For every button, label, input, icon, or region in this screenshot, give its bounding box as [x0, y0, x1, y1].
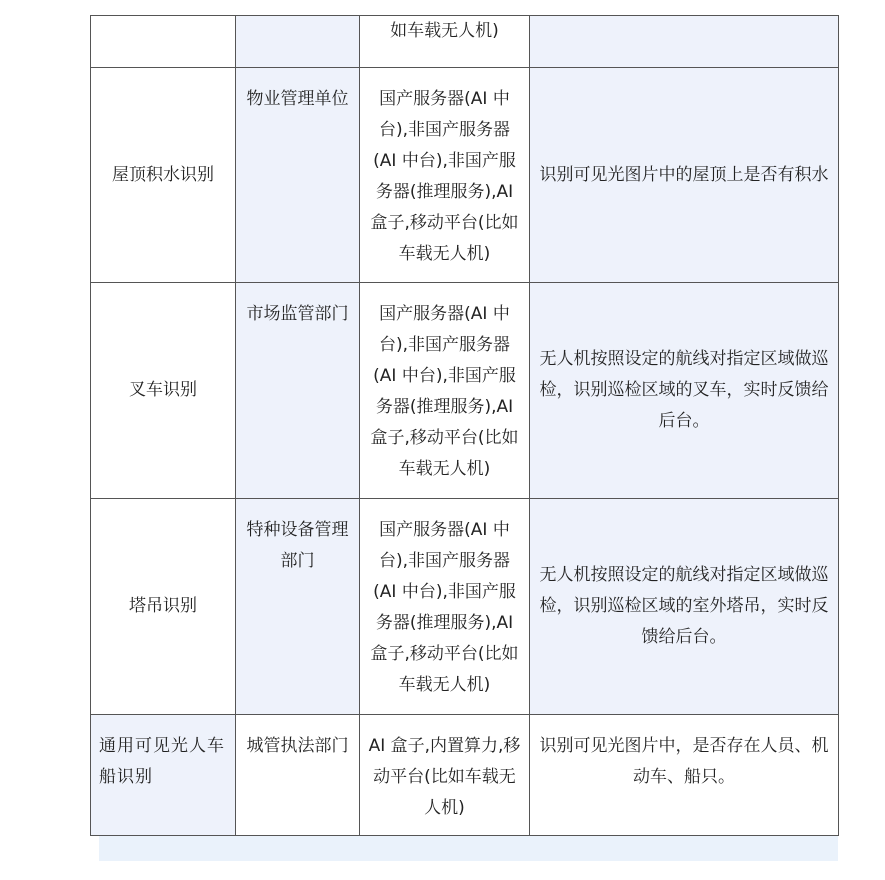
cell-deploy: 国产服务器(AI 中台),非国产服务器(AI 中台),非国产服务器(推理服务),AI 盒子,移动平台(比如车载无人机): [360, 283, 530, 499]
cell-unit: 市场监管部门: [236, 283, 360, 499]
cell-deploy: 国产服务器(AI 中台),非国产服务器(AI 中台),非国产服务器(推理服务),AI 盒子,移动平台(比如车载无人机): [360, 68, 530, 283]
cell-deploy: 如车载无人机): [360, 16, 530, 68]
cell-name: 通用可见光人车船识别: [91, 715, 236, 836]
table-row: [91, 68, 839, 283]
table-row: [91, 715, 839, 836]
capability-table: [90, 15, 839, 836]
cell-unit: 物业管理单位: [236, 68, 360, 283]
bottom-shaded-band: [99, 836, 838, 861]
cell-name: [91, 16, 236, 68]
cell-deploy: 国产服务器(AI 中台),非国产服务器(AI 中台),非国产服务器(推理服务),AI 盒子,移动平台(比如车载无人机): [360, 499, 530, 715]
cell-desc: 无人机按照设定的航线对指定区域做巡检，识别巡检区域的叉车，实时反馈给后台。: [530, 283, 839, 499]
cell-unit: [236, 16, 360, 68]
table-row: [91, 499, 839, 715]
capability-table-container: [90, 15, 838, 836]
cell-desc: [530, 16, 839, 68]
cell-name: 屋顶积水识别: [91, 68, 236, 283]
cell-unit: 特种设备管理部门: [236, 499, 360, 715]
cell-unit: 城管执法部门: [236, 715, 360, 836]
cell-desc: 无人机按照设定的航线对指定区域做巡检，识别巡检区域的室外塔吊，实时反馈给后台。: [530, 499, 839, 715]
cell-name: 塔吊识别: [91, 499, 236, 715]
cell-deploy: AI 盒子,内置算力,移动平台(比如车载无人机): [360, 715, 530, 836]
cell-name: 叉车识别: [91, 283, 236, 499]
table-row: [91, 16, 839, 68]
cell-desc: 识别可见光图片中的屋顶上是否有积水: [530, 68, 839, 283]
table-row: [91, 283, 839, 499]
cell-desc: 识别可见光图片中，是否存在人员、机动车、船只。: [530, 715, 839, 836]
